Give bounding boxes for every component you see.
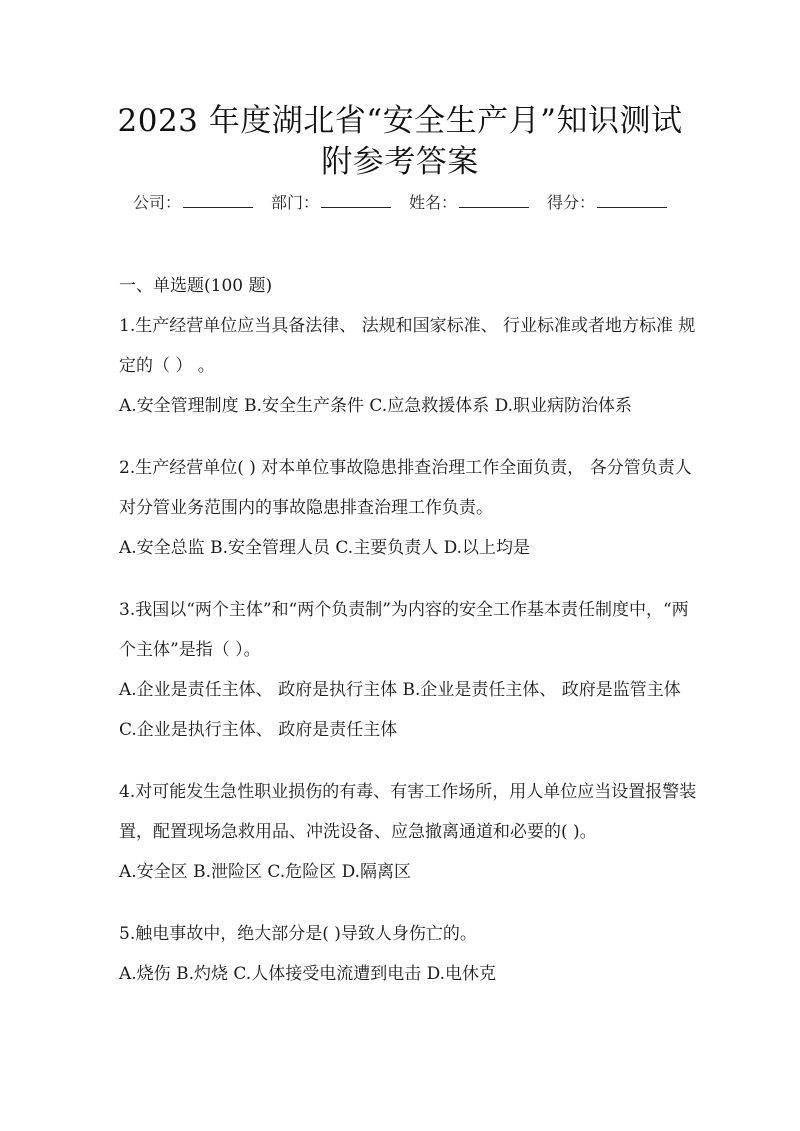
- question-options: A.烧伤 B.灼烧 C.人体接受电流遭到电击 D.电休克: [119, 964, 497, 984]
- company-blank: [183, 190, 253, 208]
- score-blank: [597, 190, 667, 208]
- question-item: [119, 914, 699, 994]
- question-item: [119, 448, 699, 568]
- company-field: [133, 190, 253, 215]
- name-field: [409, 190, 529, 215]
- question-item: [119, 772, 699, 892]
- question-stem: 5.触电事故中，绝大部分是( )导致人身伤亡的。: [119, 924, 477, 944]
- question-options: A.安全管理制度 B.安全生产条件 C.应急救援体系 D.职业病防治体系: [119, 396, 633, 416]
- document-subtitle: 附参考答案: [321, 144, 479, 180]
- question-item: [119, 590, 699, 750]
- department-blank: [321, 190, 391, 208]
- name-blank: [459, 190, 529, 208]
- info-row: [0, 190, 800, 215]
- department-field: [271, 190, 391, 215]
- question-stem: 1.生产经营单位应当具备法律、 法规和国家标准、 行业标准或者地方标准 规定的（ ） 。: [119, 316, 696, 376]
- company-label: 公司：: [132, 193, 181, 212]
- score-field: [547, 190, 667, 215]
- question-stem: 4.对可能发生急性职业损伤的有毒、有害工作场所，用人单位应当设置报警装置，配置现场急救用品、冲洗设备、应急撤离通道和必要的( )。: [119, 782, 697, 842]
- name-label: 姓名：: [409, 193, 458, 212]
- question-options: A.企业是责任主体、 政府是执行主体 B.企业是责任主体、 政府是监管主体 C.企业是执行主体、 政府是责任主体: [119, 680, 681, 740]
- question-stem: 2.生产经营单位( ) 对本单位事故隐患排查治理工作全面负责， 各分管负责人对分管业务范围内的事故隐患排查治理工作负责。: [119, 458, 692, 518]
- question-options: A.安全区 B.泄险区 C.危险区 D.隔离区: [119, 862, 412, 882]
- question-item: [119, 306, 699, 426]
- document-title: 2023 年度湖北省“安全生产月”知识测试: [117, 103, 683, 139]
- section-title: 一、单选题(100 题): [119, 276, 273, 296]
- score-label: 得分：: [547, 193, 596, 212]
- department-label: 部门：: [270, 193, 319, 212]
- question-list: [119, 272, 699, 1016]
- question-stem: 3.我国以“两个主体”和“两个负责制”为内容的安全工作基本责任制度中，“两个主体”是指（ ）。: [119, 600, 689, 660]
- question-options: A.安全总监 B.安全管理人员 C.主要负责人 D.以上均是: [119, 538, 531, 558]
